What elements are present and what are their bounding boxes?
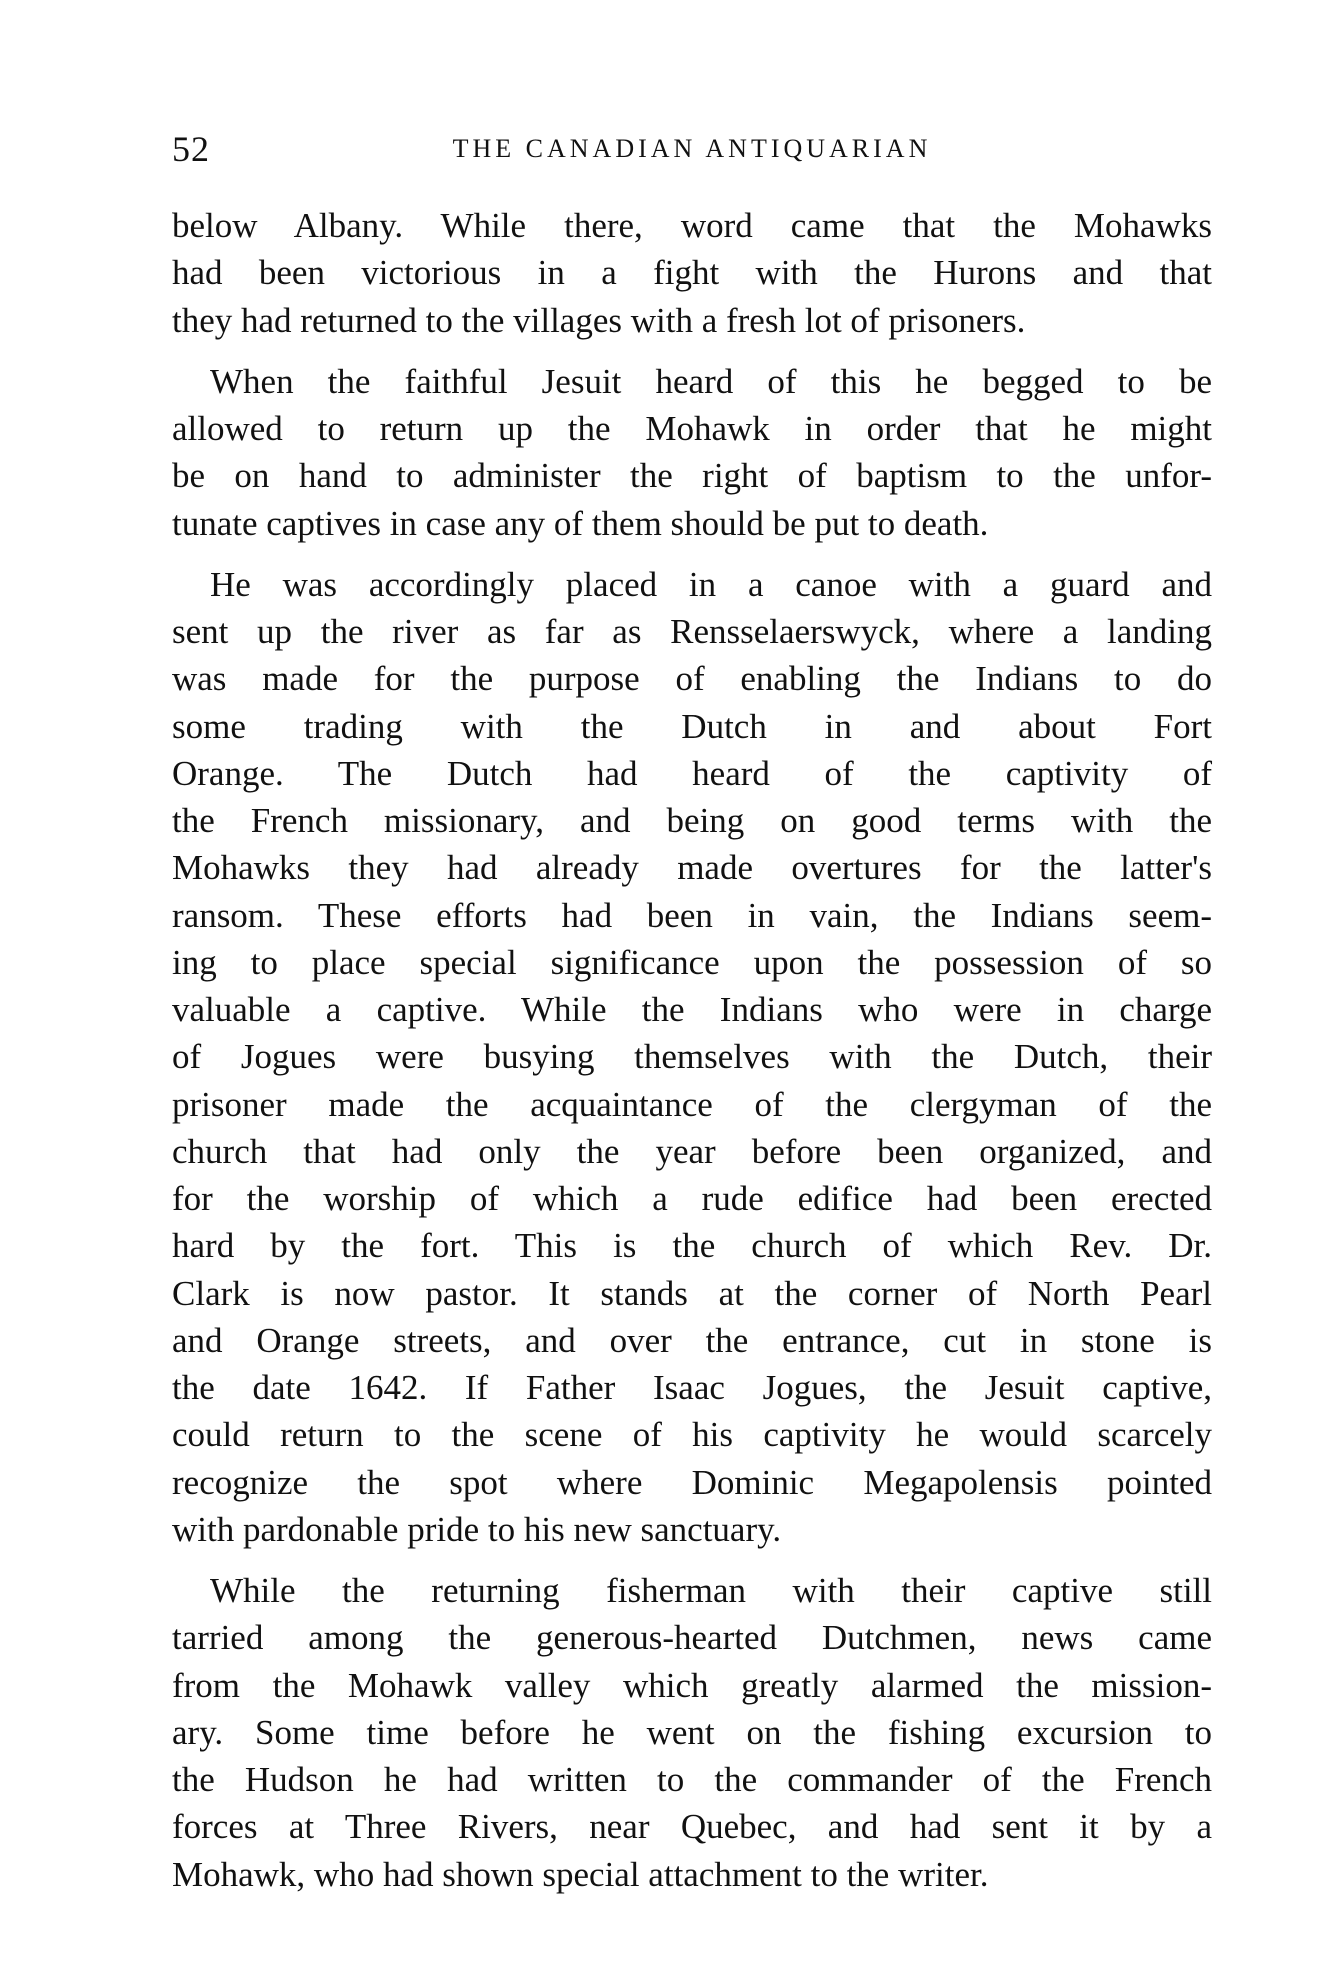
text-line: tarried among the generous-hearted Dutchmen, news came [172,1618,1212,1658]
text-line: recognize the spot where Dominic Megapolensis pointed [172,1462,1212,1502]
text-line: with pardonable pride to his new sanctuary. [172,1509,782,1549]
text-line: the Hudson he had written to the commander of the French [172,1760,1212,1799]
text-line: of Jogues were busying themselves with the Dutch, their [172,1037,1212,1077]
paragraph [172,202,1212,344]
text-line: be on hand to administer the right of baptism to the unfor- [172,456,1212,496]
text-line: from the Mohawk valley which greatly alarmed the mission- [172,1665,1212,1705]
text-line: and Orange streets, and over the entrance, cut in stone is [172,1320,1212,1360]
text-line: tunate captives in case any of them should be put to death. [172,503,989,543]
text-line: ary. Some time before he went on the fishing excursion to [172,1712,1212,1752]
text-line: for the worship of which a rude edifice had been erected [172,1179,1212,1218]
text-line: Clark is now pastor. It stands at the corner of North Pearl [172,1273,1212,1313]
page-header [172,128,1212,178]
text-line: Orange. The Dutch had heard of the captivity of [172,753,1212,793]
text-line: had been victorious in a fight with the Hurons and that [172,253,1212,293]
paragraph [172,561,1212,1553]
text-line: below Albany. While there, word came that the Mohawks [172,206,1212,245]
text-line: the French missionary, and being on good terms with the [172,801,1212,840]
paragraph [172,358,1212,547]
text-line: ing to place special significance upon the possession of so [172,942,1212,982]
text-line: forces at Three Rivers, near Quebec, and had sent it by a [172,1807,1212,1847]
text-line: While the returning fisherman with their captive still [210,1571,1212,1610]
text-line: was made for the purpose of enabling the Indians to do [172,659,1212,699]
text-line: could return to the scene of his captivity he would scarcely [172,1415,1212,1455]
text-line: the date 1642. If Father Isaac Jogues, the Jesuit captive, [172,1368,1212,1407]
text-line: Mohawk, who had shown special attachment to the writer. [172,1854,989,1894]
text-line: prisoner made the acquaintance of the clergyman of the [172,1084,1212,1124]
text-line: Mohawks they had already made overtures for the latter's [172,848,1212,888]
text-line: allowed to return up the Mohawk in order that he might [172,409,1212,448]
paragraph [172,1567,1212,1898]
text-line: When the faithful Jesuit heard of this he begged to be [210,361,1212,401]
text-line: ransom. These efforts had been in vain, the Indians seem- [172,895,1212,935]
text-line: He was accordingly placed in a canoe with a guard and [210,564,1212,604]
running-head: THE CANADIAN ANTIQUARIAN [452,134,932,163]
text-line: hard by the fort. This is the church of which Rev. Dr. [172,1226,1212,1266]
body-text [172,202,1212,1898]
text-line: some trading with the Dutch in and about Fort [172,706,1212,746]
text-line: valuable a captive. While the Indians who were in charge [172,990,1212,1029]
text-line: sent up the river as far as Rensselaerswyck, where a landing [172,612,1212,651]
text-line: they had returned to the villages with a fresh lot of prisoners. [172,300,1026,340]
page-number: 52 [172,129,210,169]
text-line: church that had only the year before been organized, and [172,1131,1212,1171]
